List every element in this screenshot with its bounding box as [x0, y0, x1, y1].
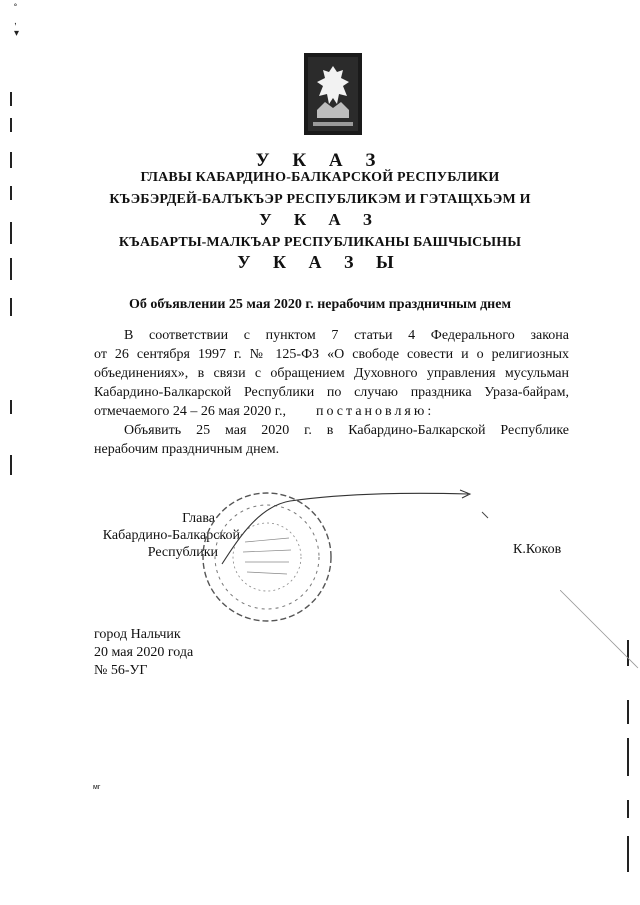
- scan-edge-mark: [627, 800, 629, 818]
- signatory-position-line: Глава: [182, 511, 215, 526]
- decree-word: постановляю:: [315, 404, 435, 419]
- scan-edge-mark: [10, 118, 12, 132]
- document-number: № 56-УГ: [94, 663, 148, 678]
- body-paragraph-1: [94, 326, 569, 421]
- scan-edge-mark: [10, 92, 12, 106]
- body-line: от 26 сентября 1997 г. № 125-ФЗ «О свободе совести и о религиозных: [94, 347, 569, 362]
- signatory-position-line: Кабардино-Балкарской: [102, 528, 240, 543]
- body-line-text: отмечаемого 24 – 26 мая 2020 г.,: [94, 404, 286, 419]
- executor-mark: мг: [93, 784, 101, 791]
- decree-title-top: У К А З: [255, 150, 385, 171]
- body-paragraph-2: [94, 421, 569, 459]
- issue-date: 20 мая 2020 года: [94, 645, 194, 660]
- handwritten-signature: [220, 486, 520, 566]
- body-line: [94, 402, 569, 421]
- scan-edge-mark: [10, 455, 12, 475]
- body-line: объединениях», в связи с обращением Духовного управления мусульман: [94, 366, 569, 381]
- issuer-line-kabardian: КЪЭБЭРДЕЙ-БАЛЪКЪЭР РЕСПУБЛИКЭМ И ГЭТАЩХЬЭМ И: [109, 192, 531, 207]
- scan-artifact-line: [560, 590, 640, 670]
- decree-title-bottom: У К А З Ы: [237, 252, 403, 272]
- issue-place: город Нальчик: [94, 627, 181, 642]
- document-subject: Об объявлении 25 мая 2020 г. нерабочим праздничным днем: [129, 297, 511, 312]
- signer-name: К.Коков: [513, 542, 562, 557]
- scan-edge-mark: [627, 700, 629, 724]
- body-line: Кабардино-Балкарской Республики по случаю праздника Ураза-байрам,: [94, 385, 569, 400]
- scan-edge-mark: [627, 738, 629, 776]
- scan-artifact: ˚ , ▾: [14, 4, 20, 39]
- decree-title-middle: У К А З: [259, 210, 381, 229]
- body-line: нерабочим праздничным днем.: [94, 442, 280, 457]
- issuer-line-russian: ГЛАВЫ КАБАРДИНО-БАЛКАРСКОЙ РЕСПУБЛИКИ: [140, 170, 500, 185]
- document-footer: [94, 626, 193, 680]
- body-line: В соответствии с пунктом 7 статьи 4 Федерального закона: [124, 328, 569, 343]
- scan-edge-mark: [627, 836, 629, 872]
- issuer-line-balkar: КЪАБАРТЫ-МАЛКЪАР РЕСПУБЛИКАНЫ БАШЧЫСЫНЫ: [118, 235, 522, 250]
- signatory-position-line: Республики: [147, 545, 218, 560]
- body-line: Объявить 25 мая 2020 г. в Кабардино-Балкарской Республике: [124, 423, 569, 438]
- coat-of-arms-icon: [303, 52, 363, 136]
- scan-edge-mark: [10, 400, 12, 414]
